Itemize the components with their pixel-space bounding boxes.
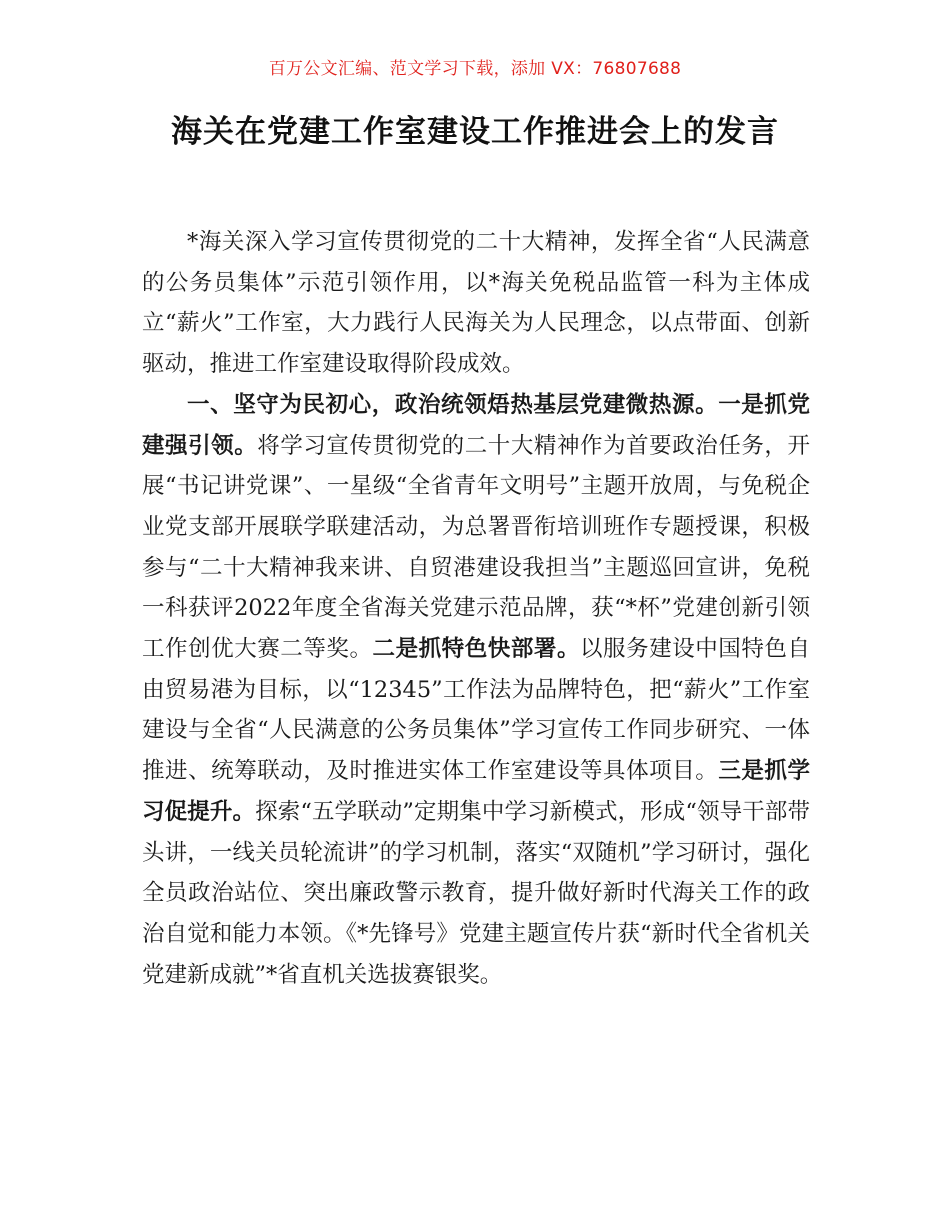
point1-text: 将学习宣传贯彻党的二十大精神作为首要政治任务，开展“书记讲党课”、一星级“全省青年文明号”主题开放周，与免税企业党支部开展联学联建活动，为总署晋衔培训班作专题授课，积极参与“二十大精神我来讲、自贸港建设我担当”主题巡回宣讲，免税一科获评2022年度全省海关党建示范品牌，获“*杯”党建创新引领工作创优大赛二等奖。: [142, 432, 810, 663]
section1-heading: 一、坚守为民初心，政治统领焐热基层党建微热源。: [187, 391, 719, 418]
document-title: 海关在党建工作室建设工作推进会上的发言: [171, 114, 779, 150]
point1-label: 一是抓党建强引领。: [142, 391, 810, 459]
point2-label: 二是抓特色快部署。: [372, 636, 580, 663]
intro-paragraph: *海关深入学习宣传贯彻党的二十大精神，发挥全省“人民满意的公务员集体”示范引领作用，以*海关免税品监管一科为主体成立“薪火”工作室，大力践行人民海关为人民理念，以点带面、创新驱动，推进工作室建设取得阶段成效。: [142, 229, 810, 378]
section1-paragraph: [142, 385, 810, 996]
watermark-header: 百万公文汇编、范文学习下载，添加 VX：76807688: [268, 59, 682, 79]
point2-text: 以服务建设中国特色自由贸易港为目标，以“12345”工作法为品牌特色，把“薪火”工作室建设与全省“人民满意的公务员集体”学习宣传工作同步研究、一体推进、统筹联动，及时推进实体工作室建设等具体项目。: [142, 636, 810, 785]
document-body: [142, 222, 810, 995]
point3-label: 三是抓学习促提升。: [142, 758, 810, 825]
point3-text: 探索“五学联动”定期集中学习新模式，形成“领导干部带头讲，一线关员轮流讲”的学习机制，落实“双随机”学习研讨，强化全员政治站位、突出廉政警示教育，提升做好新时代海关工作的政治自觉和能力本领。《*先锋号》党建主题宣传片获“新时代全省机关党建新成就”*省直机关选拔赛银奖。: [142, 798, 810, 988]
